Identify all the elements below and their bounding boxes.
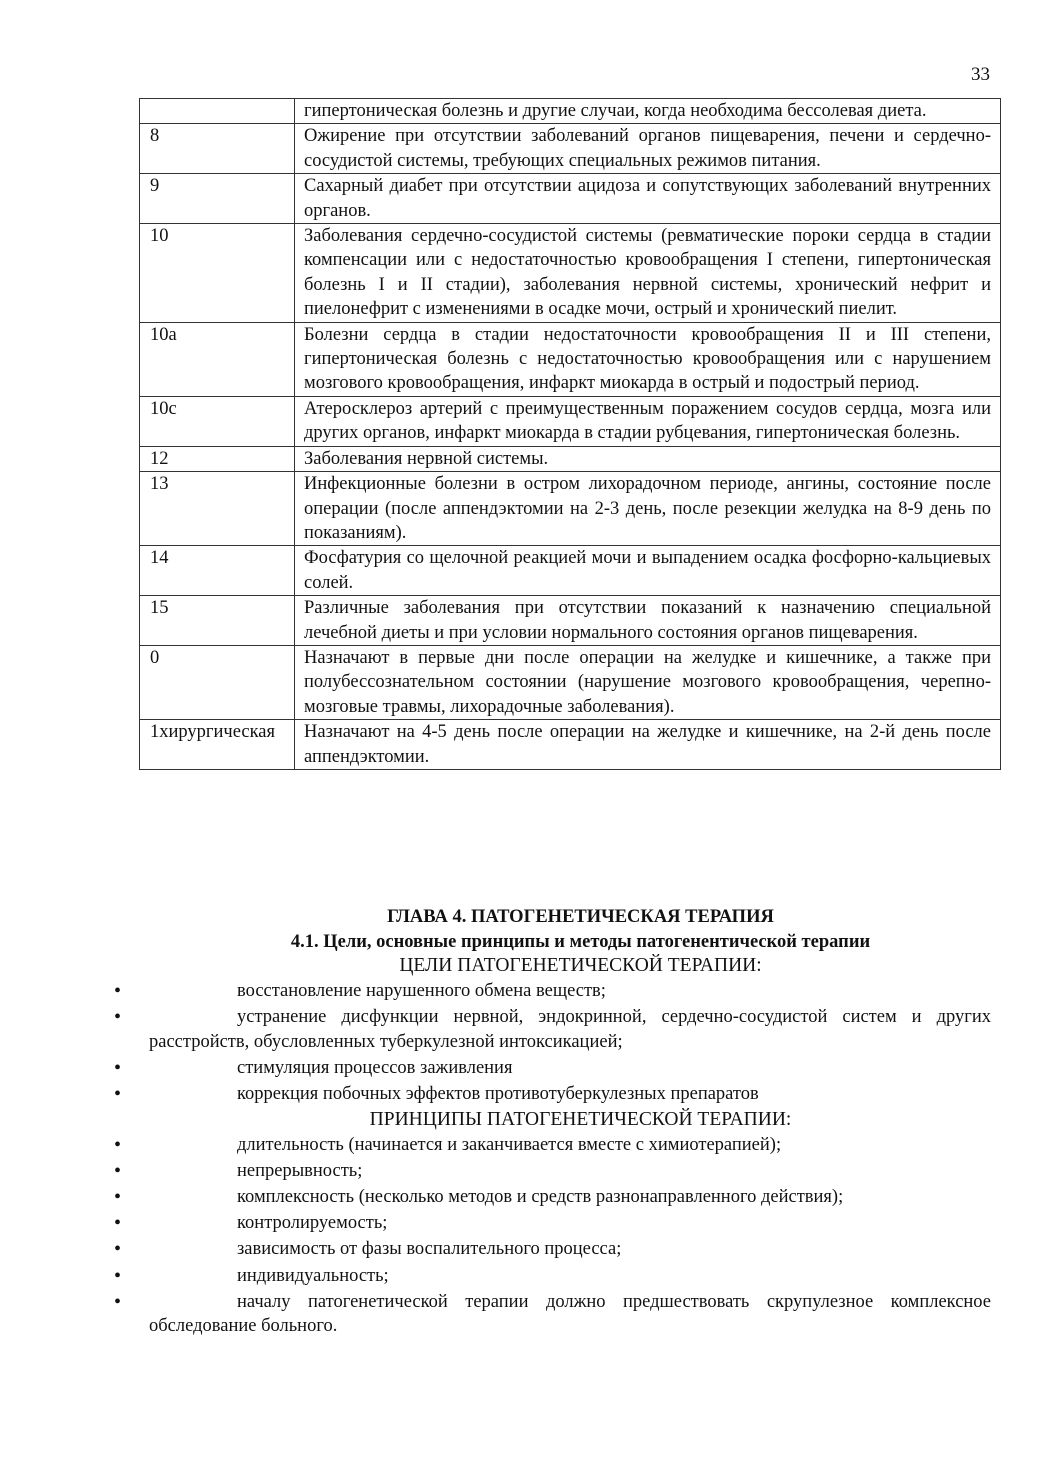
principle-item xyxy=(110,1159,991,1184)
bullet-icon: • xyxy=(114,1056,122,1079)
table-row xyxy=(140,446,1001,471)
diet-number-cell: 10 xyxy=(140,224,295,323)
bullet-icon: • xyxy=(114,1238,122,1261)
goals-heading: ЦЕЛИ ПАТОГЕНЕТИЧЕСКОЙ ТЕРАПИИ: xyxy=(399,955,762,977)
diet-number-cell: 10а xyxy=(140,322,295,396)
diet-description-cell: Фосфатурия со щелочной реакцией мочи и выпадением осадка фосфорно-кальциевых солей. xyxy=(295,546,1001,596)
principle-item xyxy=(110,1290,991,1339)
diet-number-cell: 14 xyxy=(140,546,295,596)
list-item-text: длительность (начинается и заканчивается вместе с химиотерапией); xyxy=(237,1134,782,1155)
table-row xyxy=(140,720,1001,770)
chapter-title: ГЛАВА 4. ПАТОГЕНЕТИЧЕСКАЯ ТЕРАПИЯ xyxy=(387,907,774,927)
list-item-text: непрерывность; xyxy=(237,1160,363,1181)
list-item-text: комплексность (несколько методов и средств разнонаправленного действия); xyxy=(237,1187,844,1208)
list-item-text: стимуляция процессов заживления xyxy=(237,1057,513,1078)
list-item-text: зависимость от фазы воспалительного процесса; xyxy=(237,1239,622,1260)
goal-item xyxy=(110,1056,991,1081)
goal-item xyxy=(110,1005,991,1054)
diet-description-cell: Сахарный диабет при отсутствии ацидоза и сопутствующих заболеваний внутренних органов. xyxy=(295,174,1001,224)
principle-item xyxy=(110,1211,991,1236)
goal-item xyxy=(110,1082,991,1107)
bullet-icon: • xyxy=(114,1264,122,1287)
list-item-text: устранение дисфункции нервной, эндокринной, сердечно-сосудистой систем и других расстройств, обусловленных туберкулезной интоксикацией; xyxy=(149,1006,991,1052)
diet-number-cell: 1хирургическая xyxy=(140,720,295,770)
bullet-icon: • xyxy=(114,1082,122,1105)
diet-table xyxy=(139,98,1001,770)
chapter-section xyxy=(110,905,991,1341)
diet-number-cell: 0 xyxy=(140,645,295,719)
principles-list xyxy=(110,1133,991,1339)
list-item-text: восстановление нарушенного обмена веществ; xyxy=(237,980,606,1001)
bullet-icon: • xyxy=(114,1186,122,1209)
goals-list xyxy=(110,979,991,1107)
diet-description-cell: Болезни сердца в стадии недостаточности кровообращения II и III степени, гипертоническая болезнь с недостаточностью кровообращения или с нарушением мозгового кровообращения, инфаркт миокарда в острый и подострый период. xyxy=(295,322,1001,396)
principle-item xyxy=(110,1237,991,1262)
table-row xyxy=(140,396,1001,446)
table-row xyxy=(140,99,1001,124)
diet-description-cell: Заболевания нервной системы. xyxy=(295,446,1001,471)
bullet-icon: • xyxy=(114,1133,122,1156)
subsection-title: 4.1. Цели, основные принципы и методы патогенентической терапии xyxy=(290,931,871,952)
table-row xyxy=(140,596,1001,646)
diet-description-cell: Назначают на 4-5 день после операции на желудке и кишечнике, на 2-й день после аппендэктомии. xyxy=(295,720,1001,770)
list-item-text: контролируемость; xyxy=(237,1213,388,1234)
diet-description-cell: гипертоническая болезнь и другие случаи, когда необходима бессолевая диета. xyxy=(295,99,1001,124)
bullet-icon: • xyxy=(114,1005,122,1028)
principle-item xyxy=(110,1264,991,1289)
bullet-icon: • xyxy=(114,979,122,1002)
goal-item xyxy=(110,979,991,1004)
diet-number-cell: 12 xyxy=(140,446,295,471)
diet-number-cell: 8 xyxy=(140,124,295,174)
bullet-icon: • xyxy=(114,1159,122,1182)
table-row xyxy=(140,546,1001,596)
diet-description-cell: Атеросклероз артерий с преимущественным поражением сосудов сердца, мозга или других органов, инфаркт миокарда в стадии рубцевания, гипертоническая болезнь. xyxy=(295,396,1001,446)
list-item-text: началу патогенетической терапии должно предшествовать скрупулезное комплексное обследование больного. xyxy=(149,1291,991,1337)
diet-description-cell: Заболевания сердечно-сосудистой системы (ревматические пороки сердца в стадии компенсации или с недостаточностью кровообращения I степени, гипертоническая болезнь I и II стадии), заболевания нервной системы, хронический нефрит и пиелонефрит с изменениями в осадке мочи, острый и хронический пиелит. xyxy=(295,224,1001,323)
principles-heading: ПРИНЦИПЫ ПАТОГЕНЕТИЧЕСКОЙ ТЕРАПИИ: xyxy=(369,1109,792,1131)
principle-item xyxy=(110,1185,991,1210)
list-item-text: индивидуальность; xyxy=(237,1265,389,1286)
table-row xyxy=(140,322,1001,396)
table-row xyxy=(140,472,1001,546)
page-number: 33 xyxy=(971,64,990,85)
list-item-text: коррекция побочных эффектов противотуберкулезных препаратов xyxy=(237,1083,759,1104)
table-row xyxy=(140,174,1001,224)
diet-description-cell: Различные заболевания при отсутствии показаний к назначению специальной лечебной диеты и при условии нормального состояния органов пищеварения. xyxy=(295,596,1001,646)
bullet-icon: • xyxy=(114,1290,122,1313)
diet-number-cell: 10с xyxy=(140,396,295,446)
diet-number-cell: 9 xyxy=(140,174,295,224)
diet-number-cell xyxy=(140,99,295,124)
table-row xyxy=(140,645,1001,719)
table-row xyxy=(140,124,1001,174)
diet-number-cell: 15 xyxy=(140,596,295,646)
diet-table-body xyxy=(140,99,1001,770)
principle-item xyxy=(110,1133,991,1158)
diet-description-cell: Назначают в первые дни после операции на желудке и кишечнике, а также при полубессознательном состоянии (нарушение мозгового кровообращения, черепно-мозговые травмы, лихорадочные заболевания). xyxy=(295,645,1001,719)
table-row xyxy=(140,224,1001,323)
bullet-icon: • xyxy=(114,1212,122,1235)
diet-number-cell: 13 xyxy=(140,472,295,546)
diet-description-cell: Ожирение при отсутствии заболеваний органов пищеварения, печени и сердечно-сосудистой системы, требующих специальных режимов питания. xyxy=(295,124,1001,174)
diet-description-cell: Инфекционные болезни в остром лихорадочном периоде, ангины, состояние после операции (после аппендэктомии на 2-3 день, после резекции желудка на 8-9 день по показаниям). xyxy=(295,472,1001,546)
